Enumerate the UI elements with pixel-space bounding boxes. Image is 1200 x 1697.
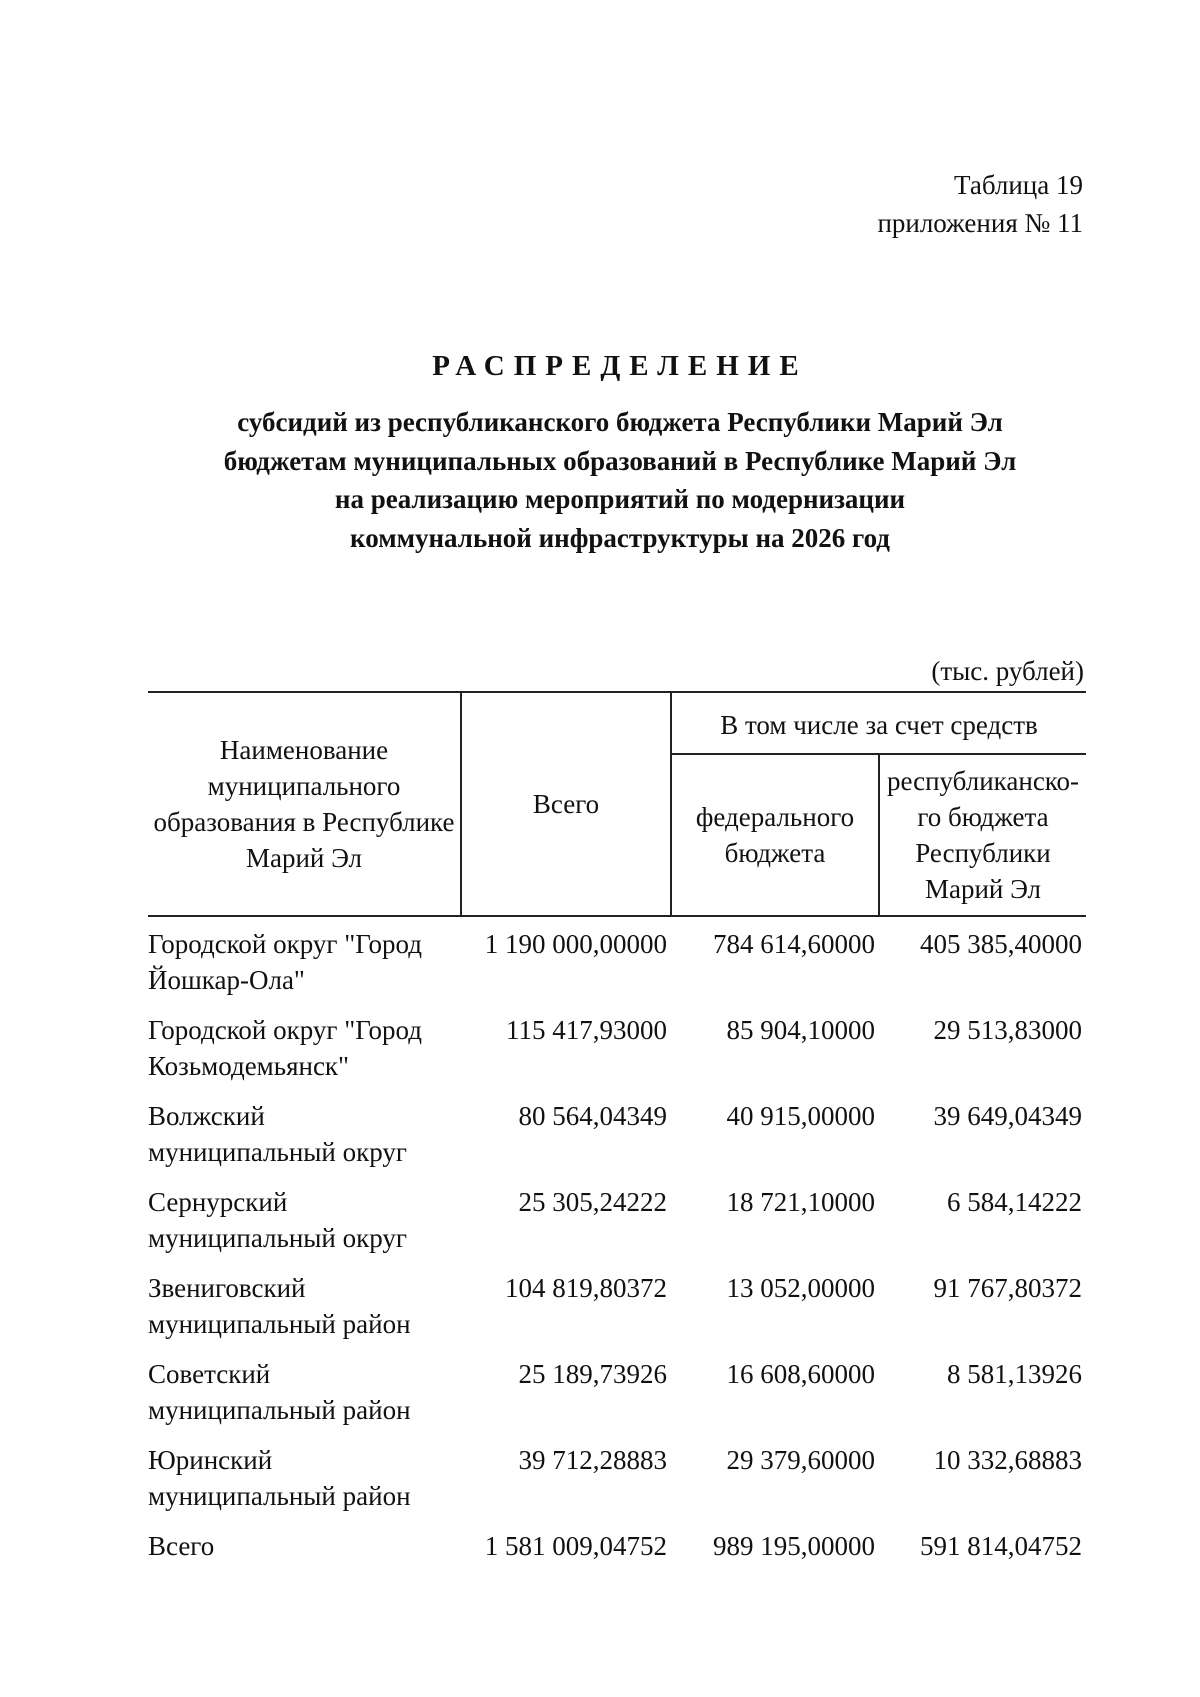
cell-total: 1 190 000,00000: [484, 929, 667, 959]
subtitle-line: субсидий из республиканского бюджета Республики Марий Эл: [237, 407, 1003, 437]
cell-total: 104 819,80372: [505, 1273, 667, 1303]
table-row: [148, 1175, 1086, 1261]
cell-federal: 85 904,10000: [726, 1015, 875, 1045]
table-row: [148, 1089, 1086, 1175]
table-row: [148, 1347, 1086, 1433]
cell-federal: 784 614,60000: [713, 929, 875, 959]
cell-municipality: Всего: [148, 1531, 215, 1561]
subtitle-line: бюджетам муниципальных образований в Республике Марий Эл: [223, 445, 1017, 476]
cell-federal: 13 052,00000: [726, 1273, 875, 1303]
table-row: [148, 1003, 1086, 1089]
cell-federal: 29 379,60000: [726, 1445, 875, 1475]
cell-republican: 591 814,04752: [920, 1531, 1082, 1561]
cell-total: 1 581 009,04752: [484, 1531, 667, 1561]
table-row: [148, 916, 1086, 1003]
cell-municipality: Юринский муниципальный район: [148, 1445, 411, 1511]
header-including: В том числе за счет средств: [671, 692, 1086, 754]
cell-federal: 989 195,00000: [713, 1531, 875, 1561]
header-total: Всего: [461, 692, 671, 916]
cell-republican: 91 767,80372: [933, 1273, 1082, 1303]
cell-republican: 29 513,83000: [933, 1015, 1082, 1045]
cell-municipality: Городской округ "Город Йошкар-Ола": [148, 929, 422, 995]
header-federal: федерального бюджета: [671, 754, 879, 916]
cell-municipality: Сернурский муниципальный округ: [148, 1187, 407, 1253]
cell-republican: 39 649,04349: [933, 1101, 1082, 1131]
table-header: [148, 692, 1086, 916]
table-reference: [877, 166, 1083, 242]
cell-republican: 8 581,13926: [947, 1359, 1082, 1389]
table-row: [148, 1519, 1086, 1569]
cell-federal: 18 721,10000: [726, 1187, 875, 1217]
cell-municipality: Советский муниципальный район: [148, 1359, 411, 1425]
cell-federal: 40 915,00000: [726, 1101, 875, 1131]
cell-total: 39 712,28883: [518, 1445, 667, 1475]
appendix-number: приложения № 11: [877, 208, 1083, 238]
cell-republican: 405 385,40000: [920, 929, 1082, 959]
header-republican: республиканско-го бюджета Республики Марий Эл: [879, 754, 1086, 916]
cell-municipality: Звениговский муниципальный район: [148, 1273, 411, 1339]
document-subtitle: [0, 403, 1200, 557]
units-label: (тыс. рублей): [931, 656, 1084, 686]
cell-total: 80 564,04349: [518, 1101, 667, 1131]
table-row: [148, 1433, 1086, 1519]
table-body: [148, 916, 1086, 1569]
cell-federal: 16 608,60000: [726, 1359, 875, 1389]
table-row: [148, 1261, 1086, 1347]
document-title: РАСПРЕДЕЛЕНИЕ: [432, 350, 808, 382]
subtitle-line: на реализацию мероприятий по модернизации: [334, 484, 906, 514]
cell-republican: 10 332,68883: [933, 1445, 1082, 1475]
cell-republican: 6 584,14222: [947, 1187, 1082, 1217]
table-number: Таблица 19: [954, 170, 1083, 200]
header-municipality: Наименование муниципального образования в Республике Марий Эл: [148, 692, 461, 916]
cell-total: 25 189,73926: [518, 1359, 667, 1389]
cell-municipality: Городской округ "Город Козьмодемьянск": [148, 1015, 422, 1081]
cell-municipality: Волжский муниципальный округ: [148, 1101, 407, 1167]
cell-total: 25 305,24222: [518, 1187, 667, 1217]
subtitle-line: коммунальной инфраструктуры на 2026 год: [350, 522, 890, 553]
subsidy-table: [148, 691, 1086, 1569]
cell-total: 115 417,93000: [506, 1015, 667, 1045]
